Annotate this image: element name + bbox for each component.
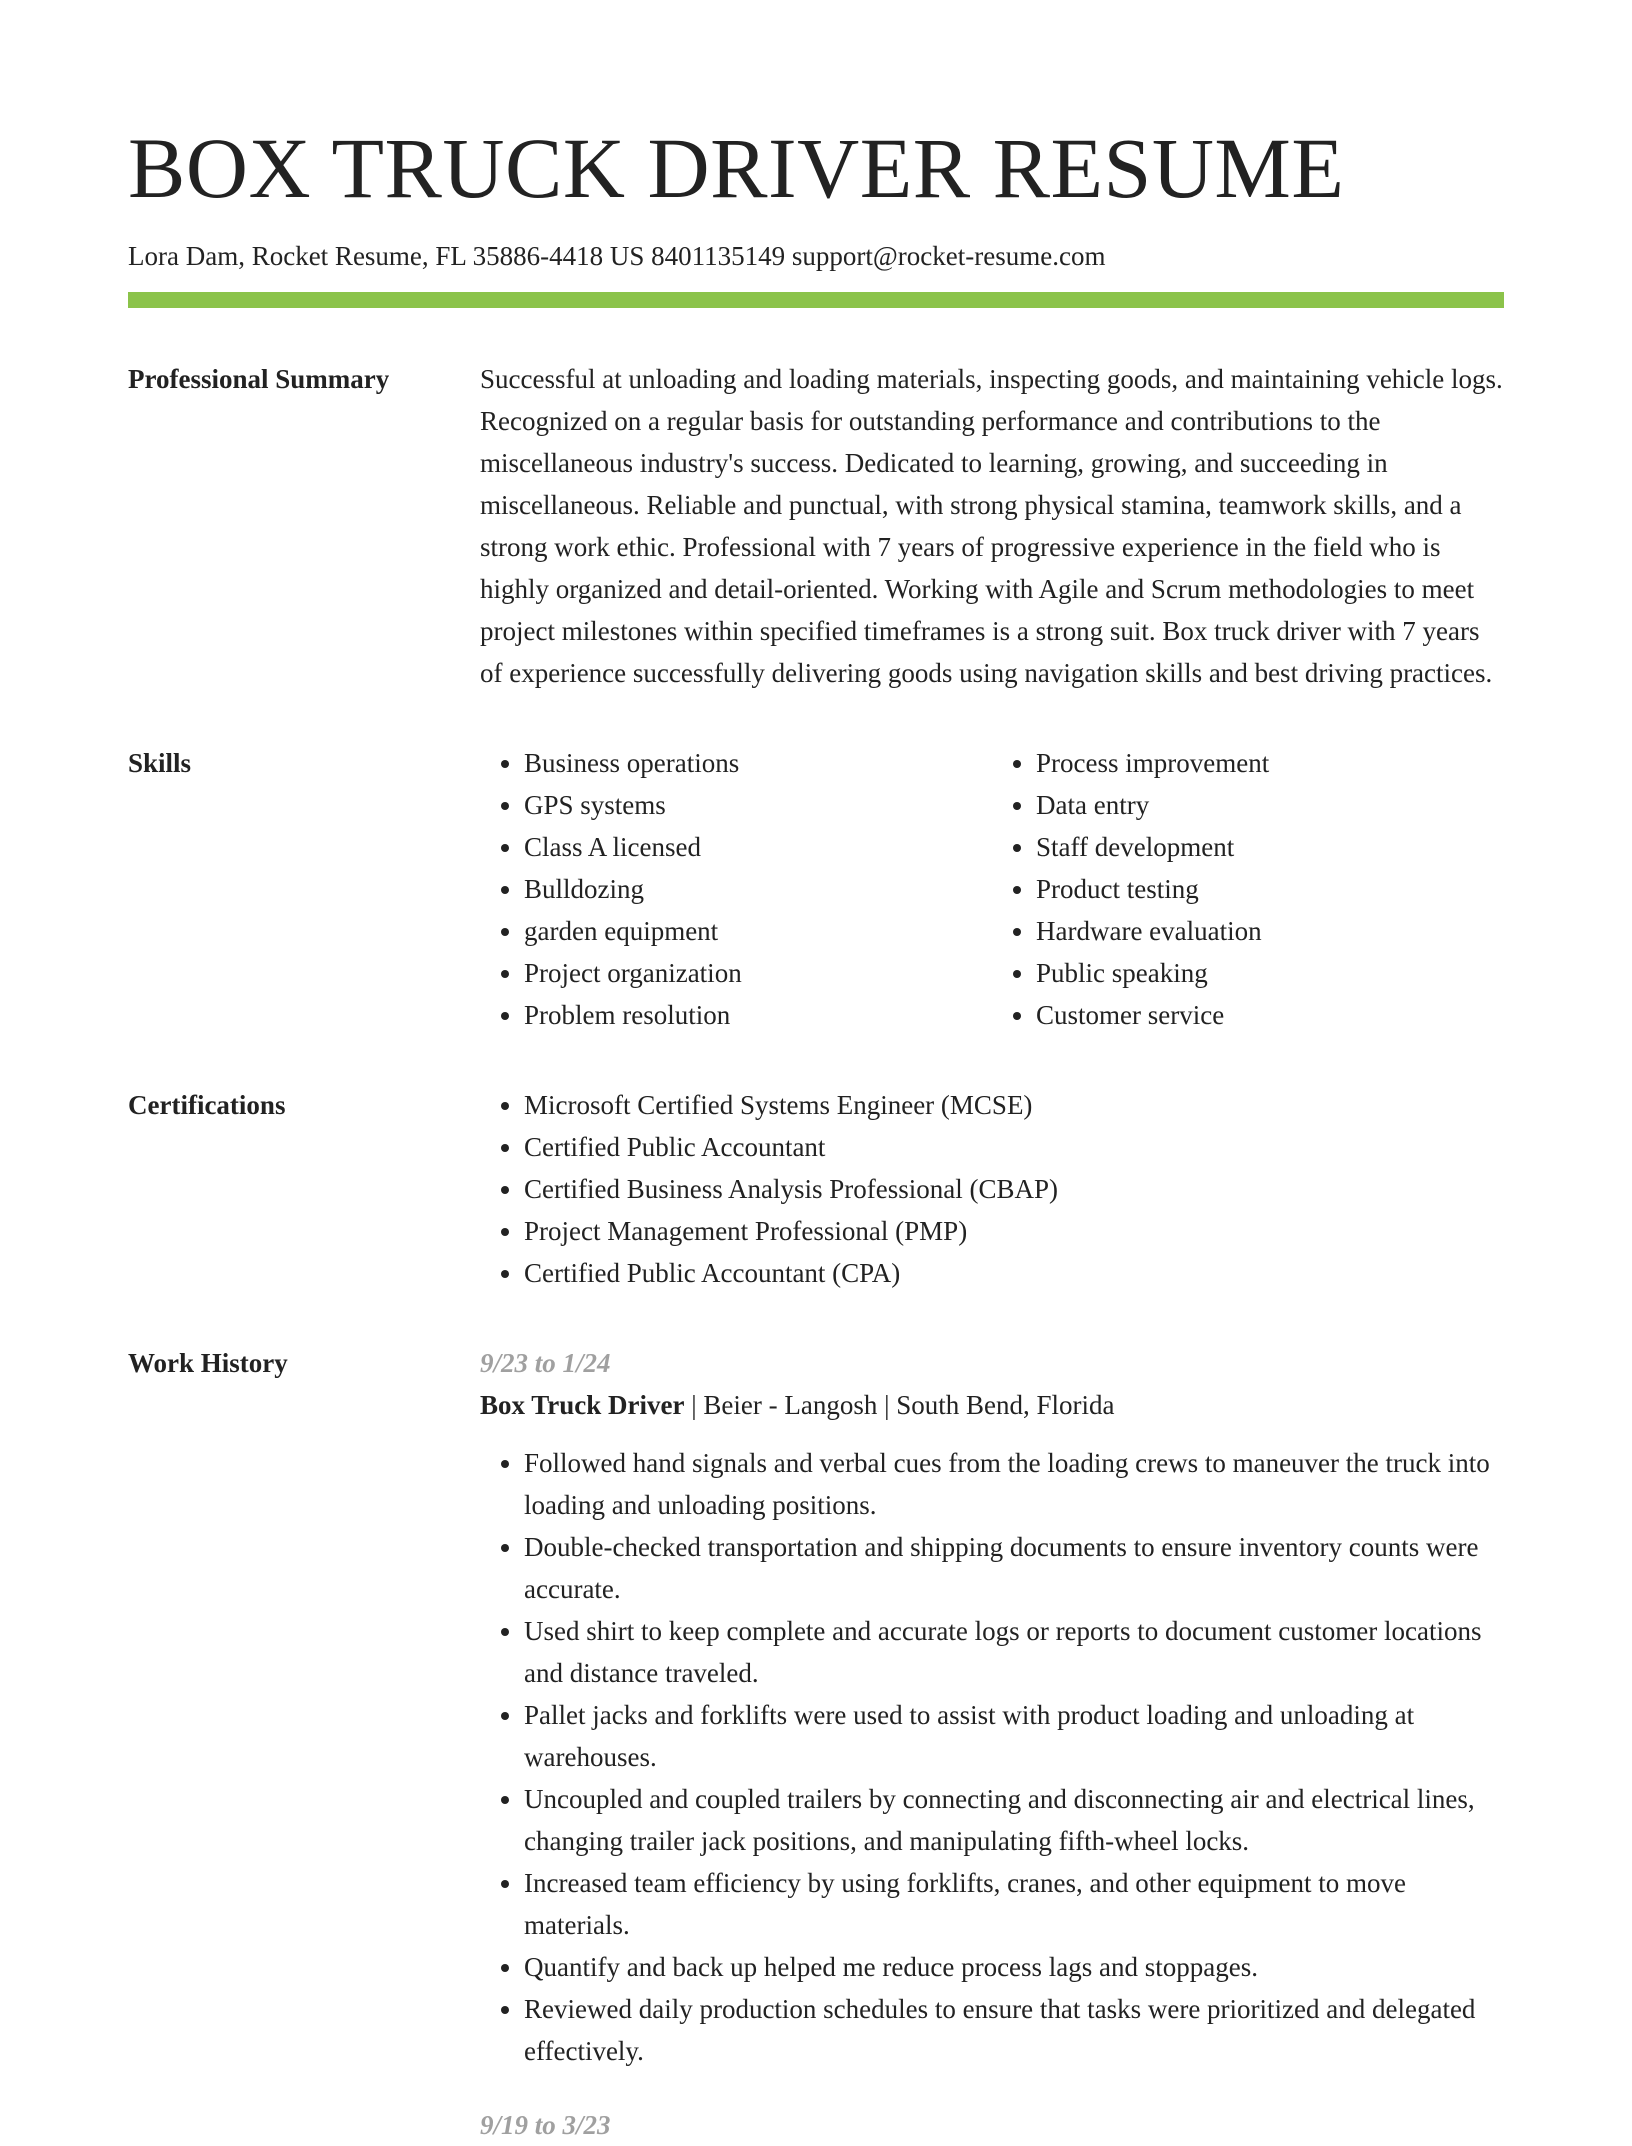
- certification-item: • Certified Public Accountant: [524, 1126, 1504, 1168]
- accent-divider: [128, 292, 1504, 308]
- job-bullet: • Quantify and back up helped me reduce process lags and stoppages.: [524, 1946, 1504, 1988]
- job-dates: 9/23 to 1/24: [480, 1348, 611, 1378]
- certifications-list: [480, 1084, 1504, 1294]
- job-bullet: • Used shirt to keep complete and accurate logs or reports to document customer locations and distance traveled.: [524, 1610, 1504, 1694]
- skill-item: • Problem resolution: [524, 994, 992, 1036]
- skill-item: • Project organization: [524, 952, 992, 994]
- job-bullet: • Increased team efficiency by using forklifts, cranes, and other equipment to move materials.: [524, 1862, 1504, 1946]
- skill-item: • Process improvement: [1036, 742, 1504, 784]
- job-heading: [480, 1384, 1504, 1426]
- work-history-section: [128, 1342, 1504, 2146]
- skills-grid: [480, 742, 1504, 1036]
- skills-body: [480, 742, 1504, 1036]
- skill-item: • Data entry: [1036, 784, 1504, 826]
- resume-page: [128, 0, 1504, 2146]
- job-bullets: [480, 1442, 1504, 2072]
- job-details: | Beier - Langosh | South Bend, Florida: [684, 1390, 1115, 1420]
- skill-item: • Staff development: [1036, 826, 1504, 868]
- skill-item: • Class A licensed: [524, 826, 992, 868]
- certification-item: • Certified Business Analysis Professional (CBAP): [524, 1168, 1504, 1210]
- contact-line: Lora Dam, Rocket Resume, FL 35886-4418 US 8401135149 support@rocket-resume.com: [128, 241, 1106, 271]
- summary-body: [480, 358, 1504, 694]
- skills-section: [128, 742, 1504, 1036]
- job-dates: 9/19 to 3/23: [480, 2110, 611, 2140]
- skill-item: • Customer service: [1036, 994, 1504, 1036]
- job-title: Box Truck Driver: [480, 1390, 685, 1420]
- job-entry: [480, 1342, 1504, 2072]
- skill-item: • garden equipment: [524, 910, 992, 952]
- section-label-skills: Skills: [128, 748, 192, 778]
- job-bullet: • Reviewed daily production schedules to ensure that tasks were prioritized and delegated effectively.: [524, 1988, 1504, 2072]
- job-bullet: • Followed hand signals and verbal cues from the loading crews to maneuver the truck into loading and unloading positions.: [524, 1442, 1504, 1526]
- skill-item: • Business operations: [524, 742, 992, 784]
- skill-item: • GPS systems: [524, 784, 992, 826]
- section-label-work-history: Work History: [128, 1348, 288, 1378]
- skill-item: • Bulldozing: [524, 868, 992, 910]
- summary-text: Successful at unloading and loading materials, inspecting goods, and maintaining vehicle logs. Recognized on a regular basis for outstanding performance and contributions to the miscellaneous industry's success. Dedicated to learning, growing, and succeeding in miscellaneous. Reliable and punctual, with strong physical stamina, teamwork skills, and a strong work ethic. Professional with 7 years of progressive experience in the field who is highly organized and detail-oriented. Working with Agile and Scrum methodologies to meet project milestones within specified timeframes is a strong suit. Box truck driver with 7 years of experience successfully delivering goods using navigation skills and best driving practices.: [480, 364, 1503, 688]
- certifications-body: [480, 1084, 1504, 1294]
- section-label-certifications: Certifications: [128, 1090, 286, 1120]
- summary-section: [128, 358, 1504, 694]
- skill-item: • Hardware evaluation: [1036, 910, 1504, 952]
- certification-item: • Project Management Professional (PMP): [524, 1210, 1504, 1252]
- skill-item: • Public speaking: [1036, 952, 1504, 994]
- certification-item: • Microsoft Certified Systems Engineer (MCSE): [524, 1084, 1504, 1126]
- skills-list-right: [992, 742, 1504, 1036]
- certifications-section: [128, 1084, 1504, 1294]
- section-label-summary: Professional Summary: [128, 364, 390, 394]
- resume-title: BOX TRUCK DRIVER RESUME: [128, 120, 1345, 216]
- job-bullet: • Double-checked transportation and shipping documents to ensure inventory counts were accurate.: [524, 1526, 1504, 1610]
- job-bullet: • Pallet jacks and forklifts were used to assist with product loading and unloading at warehouses.: [524, 1694, 1504, 1778]
- work-history-body: [480, 1342, 1504, 2146]
- job-entry: [480, 2104, 1504, 2146]
- certification-item: • Certified Public Accountant (CPA): [524, 1252, 1504, 1294]
- skills-list-left: [480, 742, 992, 1036]
- job-bullet: • Uncoupled and coupled trailers by connecting and disconnecting air and electrical lines, changing trailer jack positions, and manipulating fifth-wheel locks.: [524, 1778, 1504, 1862]
- skill-item: • Product testing: [1036, 868, 1504, 910]
